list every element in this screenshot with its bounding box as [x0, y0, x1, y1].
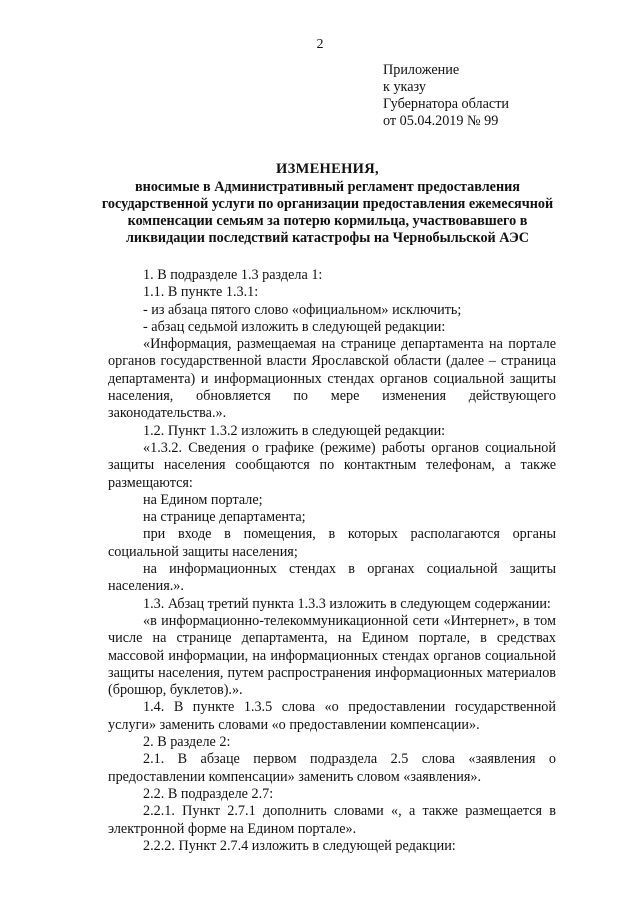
- paragraph: «Информация, размещаемая на странице департамента на портале органов государственной власти Ярославской области (далее – страница департамента) и информационных стендах органов социальной защиты населения, обновляется по мере изменения действующего законодательства.».: [108, 336, 556, 422]
- appendix-block: [383, 62, 509, 130]
- appendix-line: Губернатора области: [383, 96, 509, 112]
- paragraph: при входе в помещения, в которых располагаются органы социальной защиты населения;: [108, 526, 556, 560]
- paragraph: 1. В подразделе 1.3 раздела 1:: [143, 267, 323, 283]
- title-subtitle: вносимые в Административный регламент предоставления государственной услуги по организации предоставления ежемесячной компенсации семьям за потерю кормильца, участвовавшего в ликвидации последствий катастрофы на Чернобыльской АЭС: [101, 179, 554, 246]
- appendix-line: к указу: [383, 79, 426, 95]
- paragraph: 1.2. Пункт 1.3.2 изложить в следующей редакции:: [143, 422, 446, 439]
- appendix-line: от 05.04.2019 № 99: [383, 113, 499, 129]
- paragraph: 2. В разделе 2:: [143, 734, 231, 751]
- paragraph: 2.2.1. Пункт 2.7.1 дополнить словами «, а также размещается в электронной форме на Едином портале».: [108, 803, 556, 837]
- paragraph: 2.1. В абзаце первом подраздела 2.5 слова «заявления о предоставлении компенсации» заменить словом «заявления».: [108, 751, 556, 785]
- paragraph: на информационных стендах в органах социальной защиты населения.».: [108, 561, 556, 595]
- paragraph: 1.3. Абзац третий пункта 1.3.3 изложить в следующем содержании:: [143, 595, 551, 612]
- paragraph: на Едином портале;: [143, 491, 263, 508]
- title-main: ИЗМЕНЕНИЯ,: [276, 161, 379, 177]
- paragraph: «1.3.2. Сведения о графике (режиме) работы органов социальной защиты населения сообщаются по контактным телефонам, а также размещаются:: [108, 439, 556, 491]
- document-body: [108, 267, 556, 855]
- paragraph: 2.2.2. Пункт 2.7.4 изложить в следующей редакции:: [143, 837, 456, 854]
- paragraph: 2.2. В подразделе 2.7:: [143, 785, 274, 802]
- paragraph: 1.4. В пункте 1.3.5 слова «о предоставлении государственной услуги» заменить словами «о предоставлении компенсации».: [108, 699, 556, 733]
- page-number: 2: [316, 37, 324, 52]
- paragraph: «в информационно-телекоммуникационной сети «Интернет», в том числе на странице департамента, на Едином портале, в средствах массовой информации, на информационных стендах органов социальной защиты населения, путем распространения информационных материалов (брошюр, буклетов).».: [108, 612, 556, 699]
- paragraph: - абзац седьмой изложить в следующей редакции:: [143, 318, 446, 335]
- paragraph: на странице департамента;: [143, 509, 306, 526]
- paragraph: 1.1. В пункте 1.3.1:: [143, 284, 259, 301]
- paragraph: - из абзаца пятого слово «официальном» исключить;: [143, 301, 462, 318]
- appendix-line: Приложение: [383, 62, 460, 78]
- document-title: [100, 161, 555, 247]
